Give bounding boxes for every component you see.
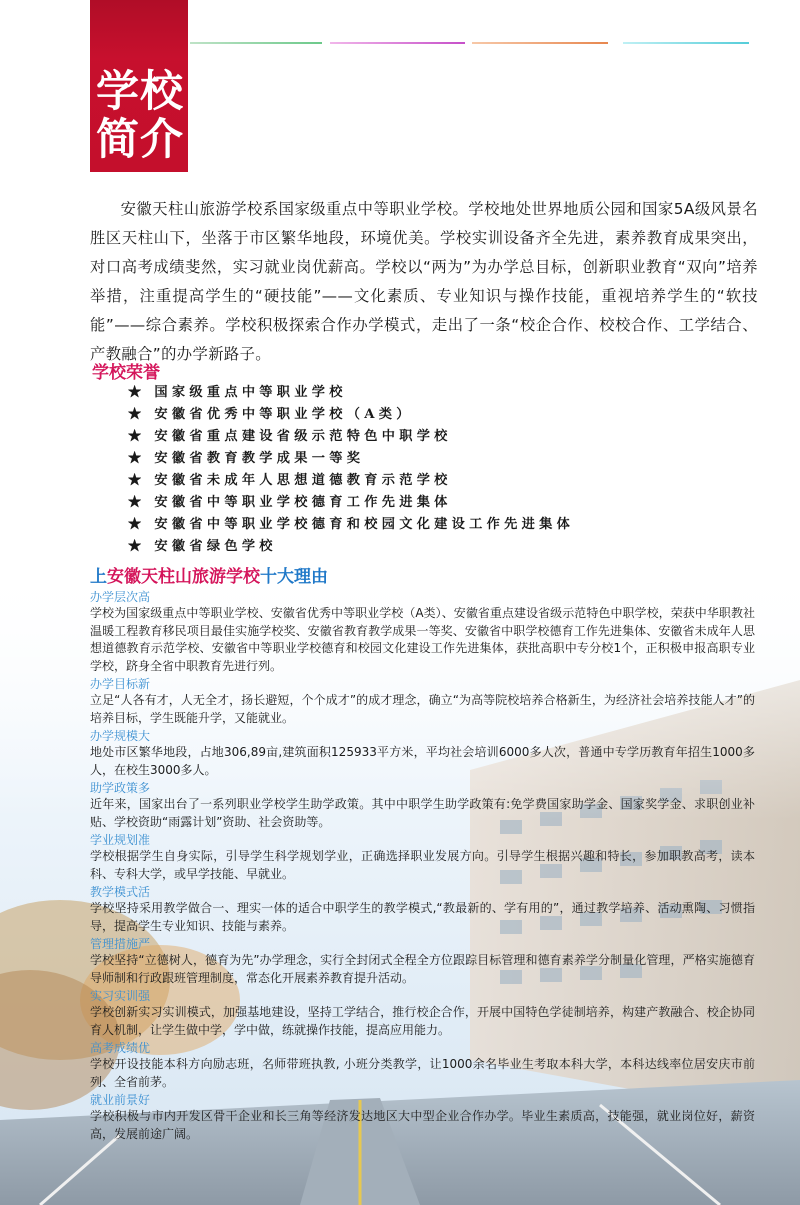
reasons-list (90, 589, 755, 1144)
honor-item: ★ 安徽省教育教学成果一等奖 (128, 451, 365, 466)
reason-heading: 办学规模大 (90, 729, 151, 743)
reason-text: 学校为国家级重点中等职业学校、安徽省优秀中等职业学校（A类）、安徽省重点建设省级示范特色中职学校，荣获中华职教社温暖工程教育移民项目最佳实施学校奖、安徽省教育教学成果一等奖、安徽省中职学校德育工作先进集体、安徽省未成年人思想道德教育示范学校、安徽省中等职业学校德育和校园文化建设工作先进集体，获批高职中专分校1个，正积极申报高职专业学校，跻身全省中职教育先进行列。 (90, 606, 755, 673)
intro-paragraph: 安徽天柱山旅游学校系国家级重点中等职业学校。学校地处世界地质公园和国家5A级风景名胜区天柱山下，坐落于市区繁华地段，环境优美。学校实训设备齐全先进，素养教育成果突出，对口高考成绩斐然，实习就业岗优薪高。学校以“两为”为办学总目标，创新职业教育“双向”培养举措，注重提高学生的“硬技能”——文化素质、专业知识与操作技能，重视培养学生的“软技能”——综合素养。学校积极探索合作办学模式，走出了一条“校企合作、校校合作、工学结合、产教融合”的办学新路子。 (90, 200, 758, 364)
reasons-heading-prefix: 上 (90, 567, 107, 587)
reasons-heading-school: 安徽天柱山旅游学校 (107, 567, 260, 587)
reason-text: 立足“人各有才，人无全才，扬长避短，个个成才”的成才理念，确立“为高等院校培养合格新生，为经济社会培养技能人才”的培养目标，学生既能升学，又能就业。 (90, 693, 755, 725)
banner-top-shade (90, 0, 188, 60)
reasons-heading (90, 562, 328, 587)
honors-heading: 学校荣誉 (92, 363, 160, 383)
honor-item: ★ 安徽省中等职业学校德育和校园文化建设工作先进集体 (128, 517, 575, 532)
reason-heading: 教学模式活 (90, 885, 151, 899)
reason-text: 学校开设技能本科方向励志班，名师带班执教, 小班分类教学，让1000余名毕业生考取本科大学，本科达线率位居安庆市前列、全省前茅。 (90, 1057, 755, 1089)
honor-item: ★ 国家级重点中等职业学校 (128, 385, 347, 400)
top-decor-line-orange (472, 42, 608, 44)
top-decor-line-green (190, 42, 322, 44)
page-title: 学校 简介 (96, 67, 184, 165)
honor-item: ★ 安徽省绿色学校 (128, 539, 277, 554)
reason-heading: 办学目标新 (90, 677, 151, 691)
reason-text: 学校坚持采用教学做合一、理实一体的适合中职学生的教学模式,“教最新的、学有用的”，通过教学培养、活动熏陶、习惯指导，提高学生专业知识、技能与素养。 (90, 901, 755, 933)
top-decor-line-purple (330, 42, 465, 44)
reason-heading: 办学层次高 (90, 590, 151, 604)
top-decor-line-cyan (623, 42, 749, 44)
reasons-heading-suffix: 十大理由 (260, 567, 328, 587)
reason-text: 学校积极与市内开发区骨干企业和长三角等经济发达地区大中型企业合作办学。毕业生素质高，技能强，就业岗位好，薪资高，发展前途广阔。 (90, 1109, 755, 1141)
reason-text: 近年来，国家出台了一系列职业学校学生助学政策。其中中职学生助学政策有:免学费国家助学金、国家奖学金、求职创业补贴、学校资助“雨露计划”资助、社会资助等。 (90, 797, 755, 829)
honor-item: ★ 安徽省重点建设省级示范特色中职学校 (128, 429, 452, 444)
honor-item: ★ 安徽省未成年人思想道德教育示范学校 (128, 473, 452, 488)
reason-text: 学校坚持“立德树人，德育为先”办学理念，实行全封闭式全程全方位跟踪目标管理和德育素养学分制量化管理，严格实施德育导师制和行政跟班管理制度，常态化开展素养教育提升活动。 (90, 953, 755, 985)
title-banner (90, 0, 188, 172)
honors-list (128, 382, 574, 558)
honor-item: ★ 安徽省中等职业学校德育工作先进集体 (128, 495, 452, 510)
reason-heading: 高考成绩优 (90, 1041, 151, 1055)
reason-text: 学校创新实习实训模式，加强基地建设，坚持工学结合，推行校企合作，开展中国特色学徒制培养，构建产教融合、校企协同育人机制，让学生做中学，学中做，练就操作技能，提高应用能力。 (90, 1005, 755, 1037)
reason-text: 地处市区繁华地段，占地306,89亩,建筑面积125933平方米，平均社会培训6000多人次，普通中专学历教育年招生1000多人，在校生3000多人。 (90, 745, 755, 777)
honor-item: ★ 安徽省优秀中等职业学校（A类） (128, 407, 414, 422)
reason-heading: 实习实训强 (90, 989, 151, 1003)
reason-heading: 助学政策多 (90, 781, 151, 795)
reason-heading: 学业规划准 (90, 833, 151, 847)
reason-heading: 管理措施严 (90, 937, 151, 951)
reason-heading: 就业前景好 (90, 1093, 151, 1107)
reason-text: 学校根据学生自身实际，引导学生科学规划学业，正确选择职业发展方向。引导学生根据兴趣和特长，参加职教高考，读本科、专科大学，或早学技能、早就业。 (90, 849, 755, 881)
